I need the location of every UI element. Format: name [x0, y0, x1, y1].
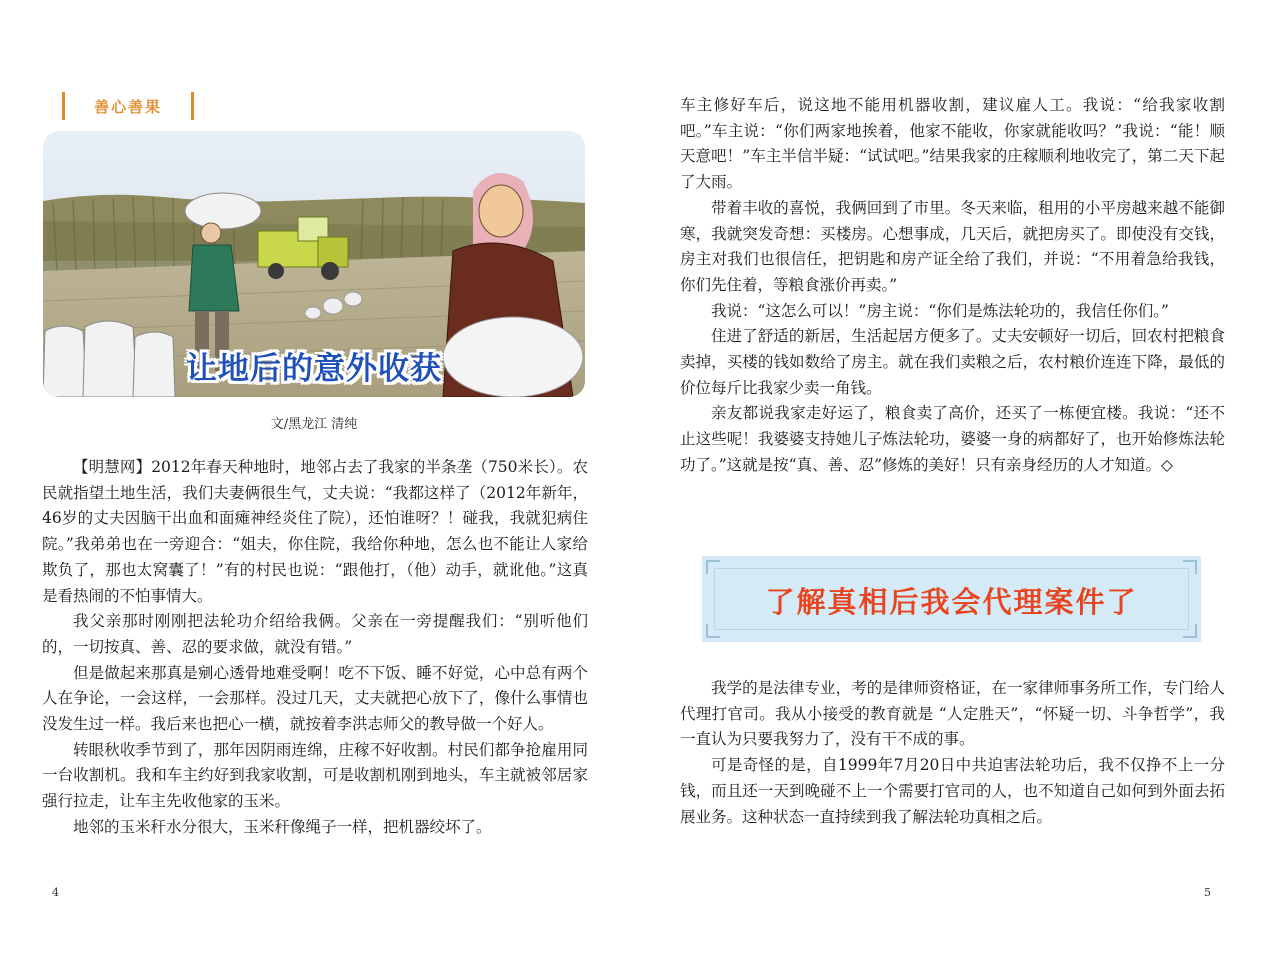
paragraph: 车主修好车后，说这地不能用机器收割，建议雇人工。我说：“给我家收割吧。”车主说：“你们两家地挨着，他家不能收，你家就能收吗？”我说：“能！顺天意吧！”车主半信半疑：“试试吧。”结果我家的庄稼顺利地收完了，第二天下起了大雨。 [680, 96, 1225, 192]
paragraph: 带着丰收的喜悦，我俩回到了市里。冬天来临，租用的小平房越来越不能御寒，我就突发奇想：买楼房。心想事成，几天后，就把房买了。即使没有交钱，房主对我们也很信任，把钥匙和房产证全给了我们，并说：“不用着急给我钱，你们先住着，等粮食涨价再卖。” [680, 198, 1225, 294]
paragraph: 转眼秋收季节到了，那年因阴雨连绵，庄稼不好收割。村民们都争抢雇用同一台收割机。我和车主约好到我家收割，可是收割机刚到地头，车主就被邻居家强行拉走，让车主先收他家的玉米。 [42, 740, 588, 811]
banner-corner-ornament [1183, 560, 1197, 574]
illustration-title: 让地后的意外收获 [186, 351, 442, 387]
paragraph: 可是奇怪的是，自1999年7月20日中共迫害法轮功后，我不仅挣不上一分钱，而且还一天到晚碰不上一个需要打官司的人，也不知道自己如何到外面去拓展业务。这种状态一直持续到我了解法轮功真相之后。 [680, 756, 1225, 826]
section-tag-label: 善心善果 [93, 97, 162, 116]
paragraph: 【明慧网】2012年春天种地时，地邻占去了我家的半条垄（750米长）。农民就指望土地生活，我们夫妻俩很生气，丈夫说：“我都这样了（2012年新年，46岁的丈夫因脑干出血和面瘫神经炎住了院），还怕谁呀？！碰我，我就犯病住院。”我弟弟也在一旁迎合：“姐夫，你住院，我给你种地，怎么也不能让人家给欺负了，那也太窝囊了！”有的村民也说：“跟他打，（他）动手，就讹他。”这真是看热闹的不怕事情大。 [42, 458, 588, 605]
paragraph: 地邻的玉米秆水分很大，玉米秆像绳子一样，把机器绞坏了。 [73, 817, 492, 836]
page-number-right: 5 [1204, 886, 1211, 899]
paragraph: 我说：“这怎么可以！”房主说：“你们是炼法轮功的，我信任你们。” [711, 301, 1169, 320]
banner-corner-ornament [706, 624, 720, 638]
paragraph: 但是做起来那真是剜心透骨地难受啊！吃不下饭、睡不好觉，心中总有两个人在争论，一会这样，一会那样。没过几天，丈夫就把心放下了，像什么事情也没发生过一样。我后来也把心一横，就按着李洪志师父的教导做一个好人。 [42, 663, 588, 734]
article-byline: 文/黑龙江 清纯 [270, 417, 358, 432]
banner-corner-ornament [1183, 624, 1197, 638]
banner-corner-ornament [706, 560, 720, 574]
article-illustration [43, 131, 585, 397]
second-article-body [680, 676, 1225, 830]
paragraph: 住进了舒适的新居，生活起居方便多了。丈夫安顿好一切后，回农村把粮食卖掉，买楼的钱如数给了房主。就在我们卖粮之后，农村粮价连连下降，最低的价位每斤比我家少卖一角钱。 [680, 327, 1225, 397]
article-title-banner [702, 556, 1201, 642]
page-number-left: 4 [52, 886, 59, 899]
left-page [0, 0, 632, 978]
paragraph: 我学的是法律专业，考的是律师资格证，在一家律师事务所工作，专门给人代理打官司。我从小接受的教育就是 “人定胜天”，“怀疑一切、斗争哲学”，我一直认为只要我努力了，没有干不成的事。 [680, 679, 1225, 749]
paragraph: 我父亲那时刚刚把法轮功介绍给我俩。父亲在一旁提醒我们：“别听他们的，一切按真、善、忍的要求做，就没有错。” [42, 612, 588, 656]
paragraph: 亲友都说我家走好运了，粮食卖了高价，还买了一栋便宜楼。我说：“还不止这些呢！我婆婆支持她儿子炼法轮功，婆婆一身的病都好了，也开始修炼法轮功了。”这就是按“真、善、忍”修炼的美好！只有亲身经历的人才知道。◇ [680, 404, 1225, 474]
section-tag [62, 92, 194, 120]
banner-title: 了解真相后我会代理案件了 [765, 585, 1138, 619]
left-article-body [42, 455, 588, 841]
right-article-continuation [680, 93, 1225, 479]
